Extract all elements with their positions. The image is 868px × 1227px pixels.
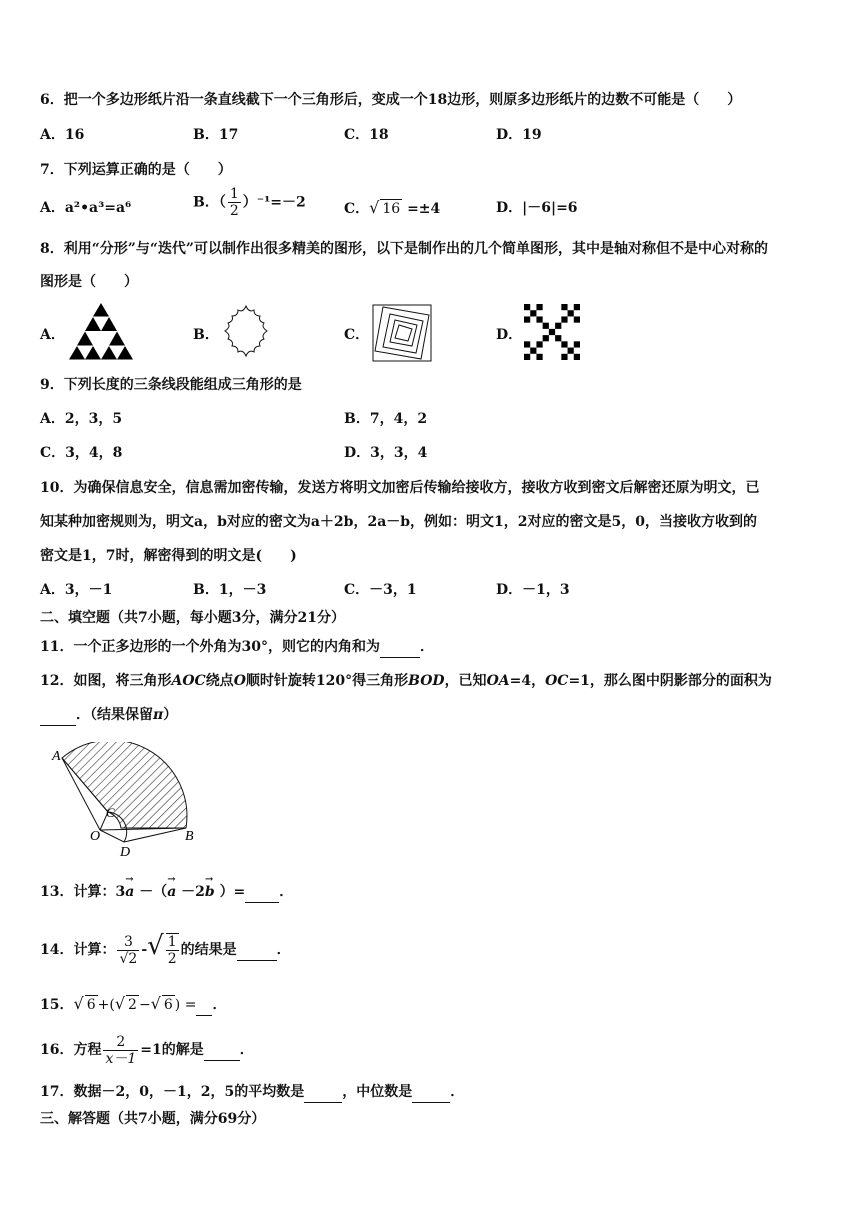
q12-text-b: 绕点 [205, 673, 234, 689]
q16-suffix: =1的解是 [140, 1042, 204, 1058]
q16 [40, 1030, 254, 1070]
q9-option-d: D．3，3，4 [344, 445, 428, 461]
q9-option-c: C．3，4，8 [40, 445, 123, 461]
q14-rden: 2 [167, 951, 177, 967]
q17-period: ． [450, 1084, 465, 1100]
q15-prefix: 15． [40, 997, 74, 1013]
sqrt-icon: √ [150, 994, 161, 1013]
q10-option-c: C．－3，1 [344, 582, 417, 598]
answer-blank [245, 882, 279, 903]
sqrt-icon: √ [114, 994, 126, 1013]
sqrt-icon: √ [369, 198, 380, 217]
q14-minus: - [141, 942, 148, 958]
q14-suffix: 的结果是 [180, 942, 237, 958]
q10-option-a: A．3，－1 [40, 582, 113, 598]
q14-den: √2 [119, 950, 138, 967]
q7-b-suffix: ）⁻¹=－2 [242, 194, 306, 211]
q13 [40, 882, 293, 903]
q13-minus2: －2 [181, 884, 205, 900]
q17 [40, 1082, 464, 1103]
q15-rad1: 6 [86, 997, 96, 1013]
q16-den: x－1 [105, 1050, 137, 1067]
q16-fraction [103, 1034, 138, 1067]
point-b-label: B [185, 829, 194, 844]
q9-stem: 9．下列长度的三条线段能组成三角形的是 [40, 377, 302, 393]
q12-line1 [40, 671, 772, 691]
q11-text: 11．一个正多边形的一个外角为30°，则它的内角和为 [40, 639, 380, 655]
q8-label-d: D． [496, 327, 523, 343]
q6-stem: 6．把一个多边形纸片沿一条直线截下一个三角形后，变成一个18边形，则原多边形纸片的边数不可能是（ ） [40, 92, 742, 108]
section-2-heading: 二、填空题（共7小题，每小题3分，满分21分） [40, 610, 345, 626]
q12-oc: OC [545, 673, 569, 689]
q10-stem-line2: 知某种加密规则为，明文a，b对应的密文为a＋2b，2a－b，例如：明文1，2对应的密文是5，0，当接收方收到的 [40, 514, 758, 530]
sqrt-icon: √ [147, 931, 164, 961]
q7-b-num: 1 [229, 186, 239, 202]
q7-b-fraction [228, 186, 241, 219]
answer-blank [412, 1082, 450, 1103]
q12-aoc: AOC [171, 673, 206, 689]
q9-option-a: A．2，3，5 [40, 411, 123, 427]
q7-option-c [344, 198, 440, 219]
q7-option-b [193, 186, 306, 219]
q13-mid: －（ [139, 884, 168, 900]
q13-suffix: ）= [219, 884, 246, 900]
q16-num: 2 [103, 1034, 138, 1051]
q12-line2-end: ） [163, 707, 178, 723]
answer-blank [40, 705, 76, 726]
q7-option-d: D．|－6|=6 [496, 200, 578, 216]
q7-stem: 7．下列运算正确的是（ ） [40, 162, 232, 178]
q14-fraction [117, 934, 139, 967]
q14-prefix: 14．计算： [40, 942, 116, 958]
q12-text-d: ，已知 [444, 673, 487, 689]
q14 [40, 926, 291, 970]
q12-text-a: 12．如图，将三角形 [40, 673, 172, 689]
q10-stem-line3: 密文是1，7时，解密得到的明文是( ) [40, 548, 297, 564]
q6-option-b: B．17 [193, 127, 239, 143]
q12-line2 [40, 705, 177, 726]
rotated-triangle-sector-figure [48, 742, 204, 860]
q7-c-radicand: 16 [382, 201, 401, 217]
q9-option-b: B．7，4，2 [344, 411, 428, 427]
q10-option-b: B．1，－3 [193, 582, 267, 598]
q12-o: O [233, 673, 246, 689]
q8-label-b: B． [193, 327, 219, 343]
q8-label-c: C． [344, 327, 370, 343]
answer-blank [380, 637, 420, 658]
answer-blank [204, 1040, 240, 1061]
q7-option-a: A．a²•a³=a⁶ [40, 200, 132, 216]
q14-period: ． [276, 942, 291, 958]
q11-period: ． [419, 639, 434, 655]
point-d-label: D [120, 845, 131, 860]
point-o-label: O [90, 829, 101, 844]
q12-text-c: 顺时针旋转120°得三角形 [245, 673, 409, 689]
koch-snowflake-figure [218, 304, 274, 358]
q15-rad3: 6 [163, 997, 173, 1013]
q14-num: 3 [117, 934, 139, 951]
section-3-heading: 三、解答题（共7小题，满分69分） [40, 1111, 266, 1127]
point-c-label: C [106, 805, 115, 820]
q14-radical-fraction [166, 933, 179, 967]
answer-blank [196, 995, 212, 1016]
q12-text-f: =1，那么图中阴影部分的面积为 [568, 673, 772, 689]
q12-bod: BOD [408, 673, 445, 689]
q7-b-prefix: B．（ [193, 194, 226, 211]
q14-rnum: 1 [167, 934, 177, 950]
q7-c-suffix: =±4 [407, 201, 441, 217]
q11 [40, 637, 434, 658]
q15-minus: − [138, 997, 151, 1013]
q15-period: ． [212, 997, 227, 1013]
q15 [40, 994, 226, 1016]
q6-option-c: C．18 [344, 127, 389, 143]
q12-oa: OA [486, 673, 510, 689]
vector-a: → a [167, 882, 176, 902]
q12-line2-text: ．（结果保留 [76, 707, 153, 723]
q7-c-prefix: C． [344, 201, 370, 217]
q15-plus-paren: +( [97, 997, 115, 1013]
q15-close: ) = [174, 997, 197, 1013]
q10-stem-line1: 10．为确保信息安全，信息需加密传输，发送方将明文加密后传输给接收方，接收方收到密文后解密还原为明文，已 [40, 480, 760, 496]
q8-stem-line1: 8．利用“分形”与“迭代”可以制作出很多精美的图形，以下是制作出的几个简单图形，其中是轴对称但不是中心对称的 [40, 241, 768, 257]
q17-text-a: 17．数据－2，0，－1，2，5的平均数是 [40, 1084, 305, 1100]
q17-text-b: ，中位数是 [342, 1084, 413, 1100]
sierpinski-triangle-figure [68, 302, 134, 360]
vector-a: → a [125, 882, 134, 902]
q8-label-a: A． [40, 327, 65, 343]
q13-prefix: 13．计算：3 [40, 884, 126, 900]
answer-blank [304, 1082, 342, 1103]
nested-squares-figure [372, 304, 432, 362]
q12-text-e: =4， [509, 673, 546, 689]
q16-prefix: 16．方程 [40, 1042, 102, 1058]
q12-pi: π [153, 707, 164, 723]
q15-rad2: 2 [128, 997, 137, 1013]
q6-option-a: A．16 [40, 127, 85, 143]
q16-period: ． [239, 1042, 254, 1058]
q6-option-d: D．19 [496, 127, 542, 143]
sqrt-icon: √ [73, 994, 84, 1013]
q7-b-den: 2 [229, 203, 239, 219]
q13-period: ． [279, 884, 294, 900]
point-a-label: A [52, 749, 61, 764]
vector-b: → b [205, 882, 215, 902]
q10-option-d: D．－1，3 [496, 582, 570, 598]
fractal-x-squares-figure [524, 304, 580, 360]
answer-blank [237, 940, 277, 961]
q8-stem-line2: 图形是（ ） [40, 274, 138, 290]
